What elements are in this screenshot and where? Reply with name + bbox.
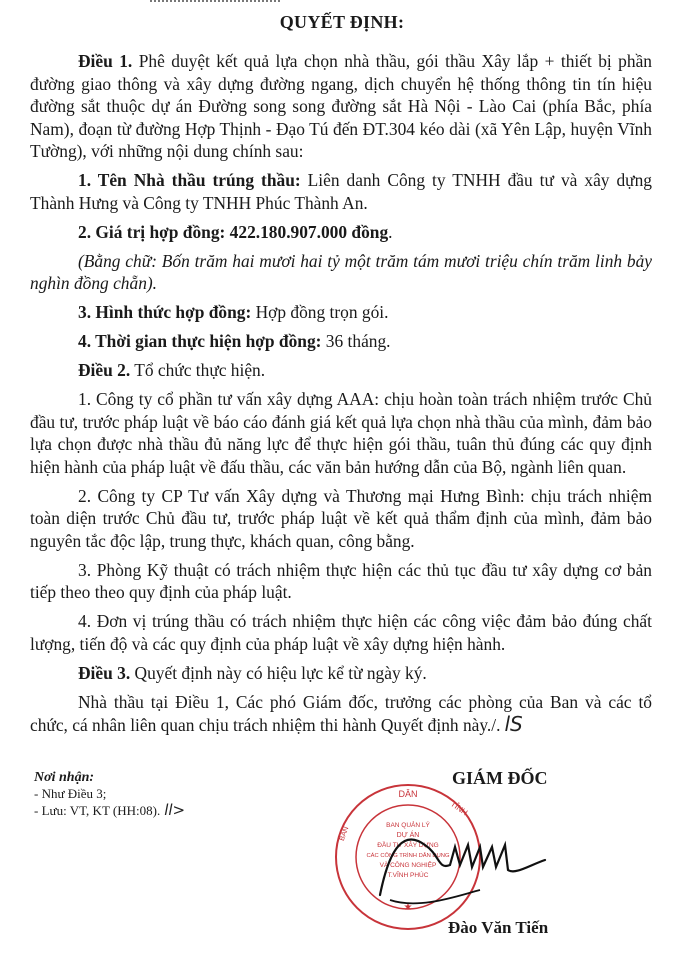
recipients-line-1: - Như Điều 3; <box>34 786 107 801</box>
recipients-line-2: - Lưu: VT, KT (HH:08). ll> <box>34 801 186 819</box>
recipients-block <box>34 770 185 819</box>
article-1-item-1: 1. Tên Nhà thầu trúng thầu: Liên danh Công ty TNHH đầu tư và xây dựng Thành Hưng và Công ty TNHH Phúc Thành An. <box>30 170 652 213</box>
seal-ring-text-mid: DÂN <box>398 789 418 799</box>
signer-role: GIÁM ĐỐC <box>452 768 548 788</box>
seal-line-5: VÀ CÔNG NGHIỆP <box>379 862 437 869</box>
seal-ring-text-top: BAN <box>338 825 351 842</box>
seal-line-6: T.VĨNH PHÚC <box>387 872 429 879</box>
decision-title: QUYẾT ĐỊNH: <box>279 12 405 32</box>
article-1-item-2-words: (Bằng chữ: Bốn trăm hai mươi hai tỷ một trăm tám mươi triệu chín trăm linh bảy nghìn đồng chẵn). <box>30 250 652 293</box>
seal-line-2: DỰ ÁN <box>396 832 420 839</box>
article-2: Điều 2. Tổ chức thực hiện. <box>78 360 266 380</box>
article-2-p1: 1. Công ty cổ phần tư vấn xây dựng AAA: chịu hoàn toàn trách nhiệm trước Chủ đầu tư, trước pháp luật về báo cáo đánh giá kết quả lựa chọn nhà thầu của mình, đảm bảo lựa chọn được nhà thầu đủ năng lực để thực hiện gói thầu, tuân thủ đúng các quy định hiện hành của pháp luật về đấu thầu, các văn bản hướng dẫn của Bộ, ngành liên quan. <box>30 389 652 477</box>
seal-line-3: ĐẦU TƯ XÂY DỰNG <box>377 842 439 849</box>
article-2-p2: 2. Công ty CP Tư vấn Xây dựng và Thương mại Hưng Bình: chịu trách nhiệm toàn diện trước Chủ đầu tư, trước pháp luật về kết quả thẩm định của mình, đảm bảo nguyên tắc độc lập, trung thực, khách quan, công bằng. <box>30 485 652 551</box>
article-2-p3: 3. Phòng Kỹ thuật có trách nhiệm thực hiện các thủ tục đầu tư xây dựng cơ bản tiếp theo theo quy định của pháp luật. <box>30 559 652 602</box>
article-1-item-2: 2. Giá trị hợp đồng: 422.180.907.000 đồng. <box>78 221 393 242</box>
recipients-heading: Nơi nhận: <box>34 770 95 785</box>
article-2-p4: 4. Đơn vị trúng thầu có trách nhiệm thực hiện các công việc đảm bảo đúng chất lượng, tiến độ và các quy định của pháp luật về xây dựng hiện hành. <box>30 611 652 654</box>
article-3: Điều 3. Quyết định này có hiệu lực kể từ ngày ký. <box>78 662 427 683</box>
seal-star-icon: ★ <box>403 902 413 913</box>
seal-line-4: CÁC CÔNG TRÌNH DÂN DỤNG <box>366 853 450 859</box>
handwritten-initial-small: ll> <box>164 801 186 819</box>
top-divider <box>150 0 280 5</box>
article-3-p1: Nhà thầu tại Điều 1, Các phó Giám đốc, trưởng các phòng của Ban và các tổ chức, cá nhân liên quan chịu trách nhiệm thi hành Quyết định này./. lS <box>30 691 652 736</box>
signer-name: Đào Văn Tiến <box>448 918 549 937</box>
handwritten-initial: lS <box>504 712 523 736</box>
article-1: Điều 1. Phê duyệt kết quả lựa chọn nhà thầu, gói thầu Xây lắp + thiết bị phần đường giao thông và xây dựng đường ngang, dịch chuyển hệ thống thông tin tín hiệu đường sắt thuộc dự án Đường song song đường sắt Hà Nội - Lào Cai (phía Bắc, phía Nam), đoạn từ đường Hợp Thịnh - Đạo Tú đến ĐT.304 kéo dài (xã Yên Lập, huyện Vĩnh Tường), với những nội dung chính sau: <box>30 51 652 161</box>
seal-ring-text-right: TỈNH <box>448 799 470 818</box>
document-body <box>30 50 652 743</box>
article-1-item-3: 3. Hình thức hợp đồng: Hợp đồng trọn gói. <box>78 302 389 322</box>
seal-line-1: BAN QUẢN LÝ <box>386 822 430 829</box>
article-1-item-4: 4. Thời gian thực hiện hợp đồng: 36 tháng. <box>78 331 391 351</box>
